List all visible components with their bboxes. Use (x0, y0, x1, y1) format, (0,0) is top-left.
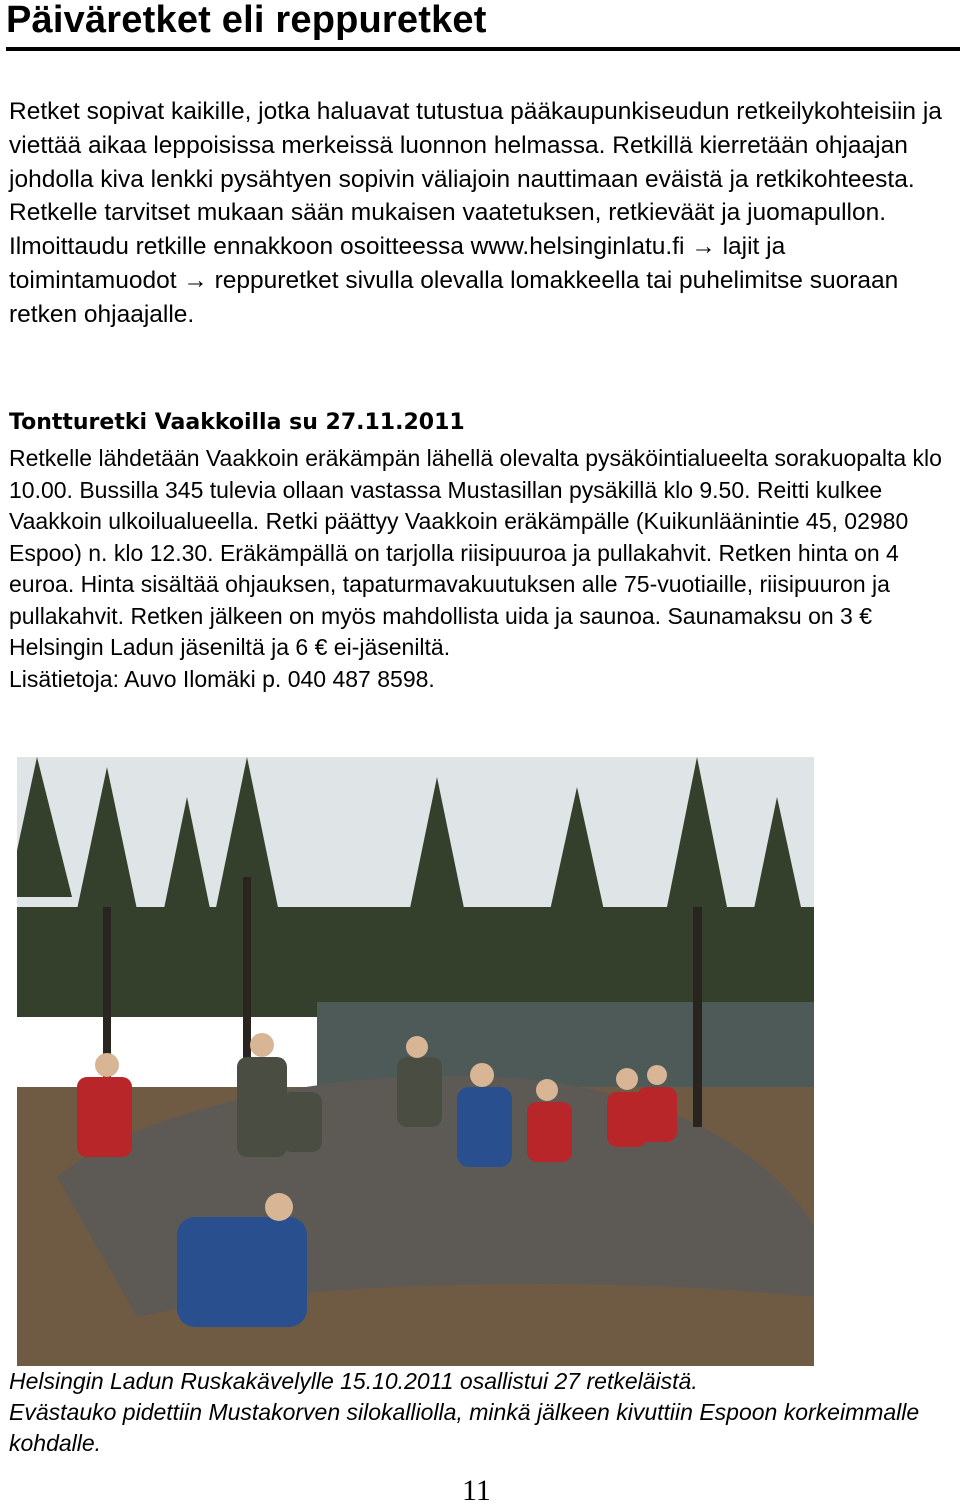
hikers-photo (17, 757, 814, 1366)
contact-line: Lisätietoja: Auvo Ilomäki p. 040 487 8598. (9, 665, 435, 692)
page-number: 11 (462, 1474, 491, 1507)
details-paragraph (9, 443, 959, 695)
details-text: Retkelle lähdetään Vaakkoin eräkämpän lähellä olevalta pysäköintialueelta sorakuopalta klo 10.00. Bussilla 345 tulevia ollaan vastassa Mustasillan pysäkillä klo 9.50. Reitti kulkee Vaakkoin ulkoilualueella. Retki päättyy Vaakkoin eräkämpälle (Kuikunläänintie 45, 02980 Espoo) n. klo 12.30. Eräkämpällä on tarjolla riisipuuroa ja pullakahvit. Retken hinta on 4 euroa. Hinta sisältää ohjauksen, tapaturmavakuutuksen alle 75-vuotiaille, riisipuuron ja pullakahvit. Retken jälkeen on myös mahdollista uida ja saunoa. Saunamaksu on 3 € Helsingin Ladun jäseniltä ja 6 € ei-jäseniltä. (9, 445, 942, 660)
caption-line-1: Helsingin Ladun Ruskakävelylle 15.10.2011 osallistui 27 retkeläistä. (9, 1368, 698, 1394)
page-title: Päiväretket eli reppuretket (6, 0, 487, 41)
title-rule (6, 47, 960, 51)
photo-caption (9, 1366, 959, 1459)
section-heading: Tontturetki Vaakkoilla su 27.11.2011 (9, 410, 465, 435)
caption-line-2: Evästauko pidettiin Mustakorven silokalliolla, minkä jälkeen kivuttiin Espoon korkeimmalle kohdalle. (9, 1399, 920, 1456)
intro-paragraph: Retket sopivat kaikille, jotka haluavat tutustua pääkaupunkiseudun retkeilykohteisiin ja viettää aikaa leppoisissa merkeissä luonnon helmassa. Retkillä kierretään ohjaajan johdolla kiva lenkki pysähtyen sopivin väliajoin nauttimaan eväistä ja retkikohteesta. Retkelle tarvitset mukaan sään mukaisen vaatetuksen, retkieväät ja juomapullon. Ilmoittaudu retkille ennakkoon osoitteessa www.helsinginlatu.fi → lajit ja toimintamuodot → reppuretket sivulla olevalla lomakkeella tai puhelimitse suoraan retken ohjaajalle. (9, 98, 942, 328)
